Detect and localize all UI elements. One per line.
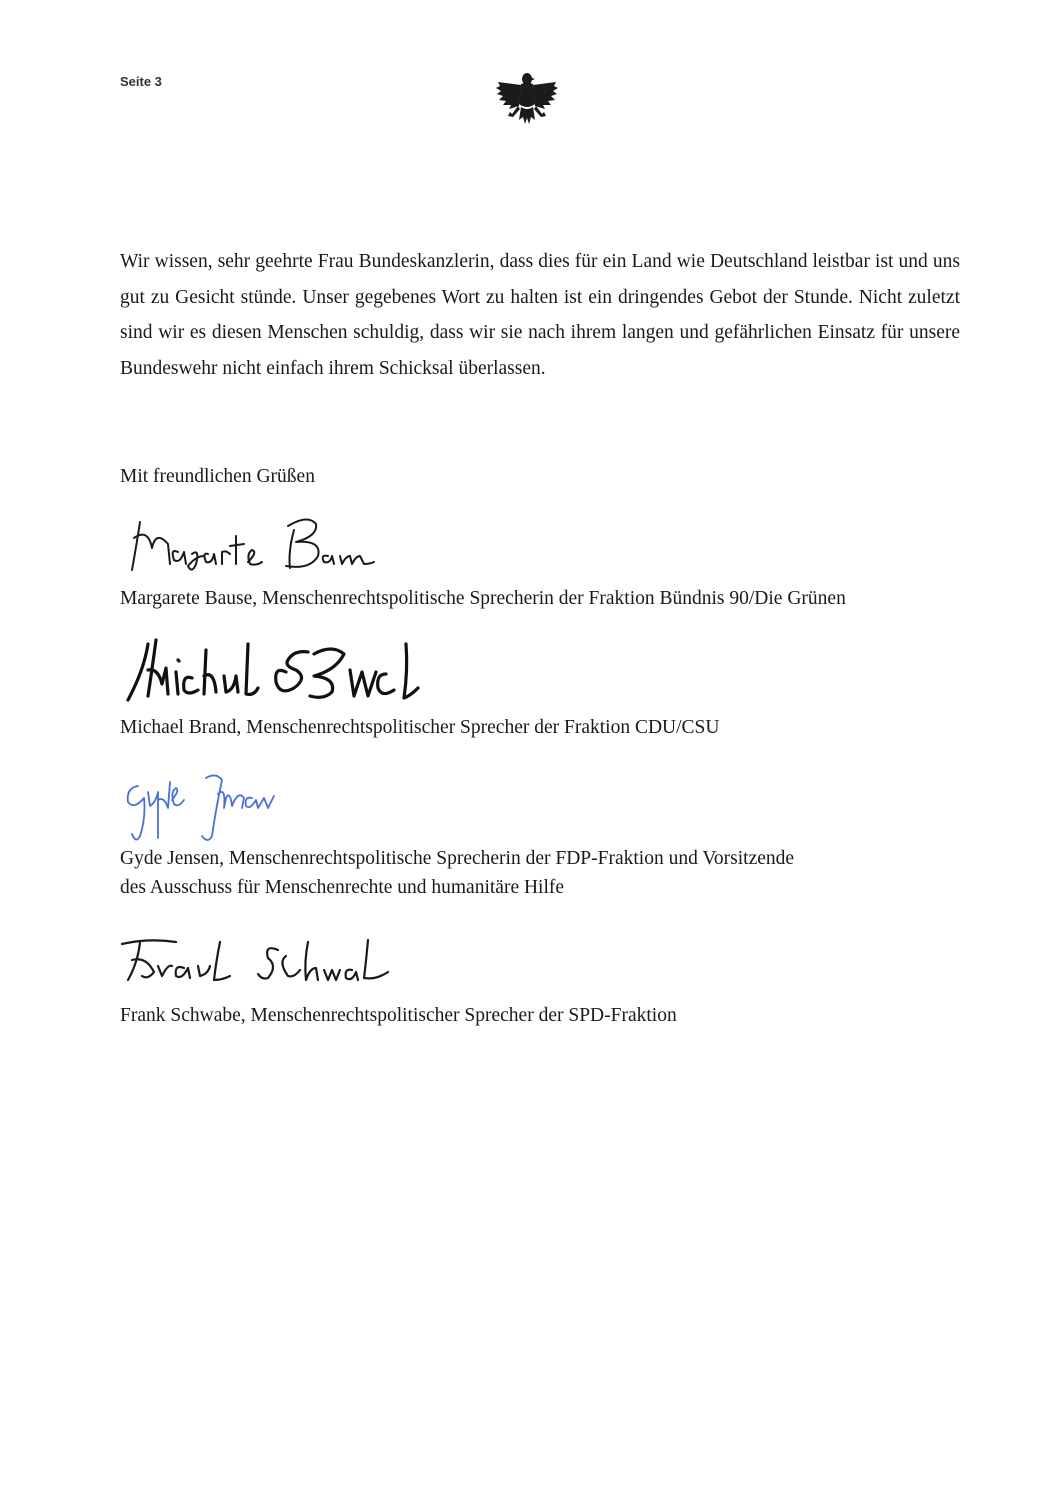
federal-eagle-icon bbox=[494, 70, 560, 128]
signature-brand bbox=[118, 630, 463, 710]
signature-bause bbox=[118, 508, 388, 578]
signature-schwabe bbox=[118, 932, 393, 988]
body-paragraph: Wir wissen, sehr geehrte Frau Bundeskanzlerin, dass dies für ein Land wie Deutschland leistbar ist und uns gut zu Gesicht stünde. Unser gegebenes Wort zu halten ist ein dringendes Gebot der Stunde. Nicht zuletzt sind wir es diesen Menschen schuldig, dass wir sie nach ihrem langen und gefährlichen Einsatz für unsere Bundeswehr nicht einfach ihrem Schicksal überlassen. bbox=[120, 251, 960, 379]
closing-salutation: Mit freundlichen Grüßen bbox=[120, 466, 315, 487]
signatory-schwabe: Frank Schwabe, Menschenrechtspolitischer Sprecher der SPD-Fraktion bbox=[120, 1005, 677, 1026]
signatory-jensen bbox=[120, 844, 794, 902]
signature-jensen bbox=[118, 768, 288, 848]
signatory-jensen-line2: des Ausschuss für Menschenrechte und humanitäre Hilfe bbox=[120, 877, 565, 898]
signatory-jensen-line1: Gyde Jensen, Menschenrechtspolitische Sprecherin der FDP-Fraktion und Vorsitzende bbox=[120, 848, 795, 869]
page-number: Seite 3 bbox=[120, 74, 162, 89]
signatory-brand: Michael Brand, Menschenrechtspolitischer Sprecher der Fraktion CDU/CSU bbox=[120, 717, 720, 738]
signatory-bause: Margarete Bause, Menschenrechtspolitische Sprecherin der Fraktion Bündnis 90/Die Grünen bbox=[120, 588, 846, 609]
